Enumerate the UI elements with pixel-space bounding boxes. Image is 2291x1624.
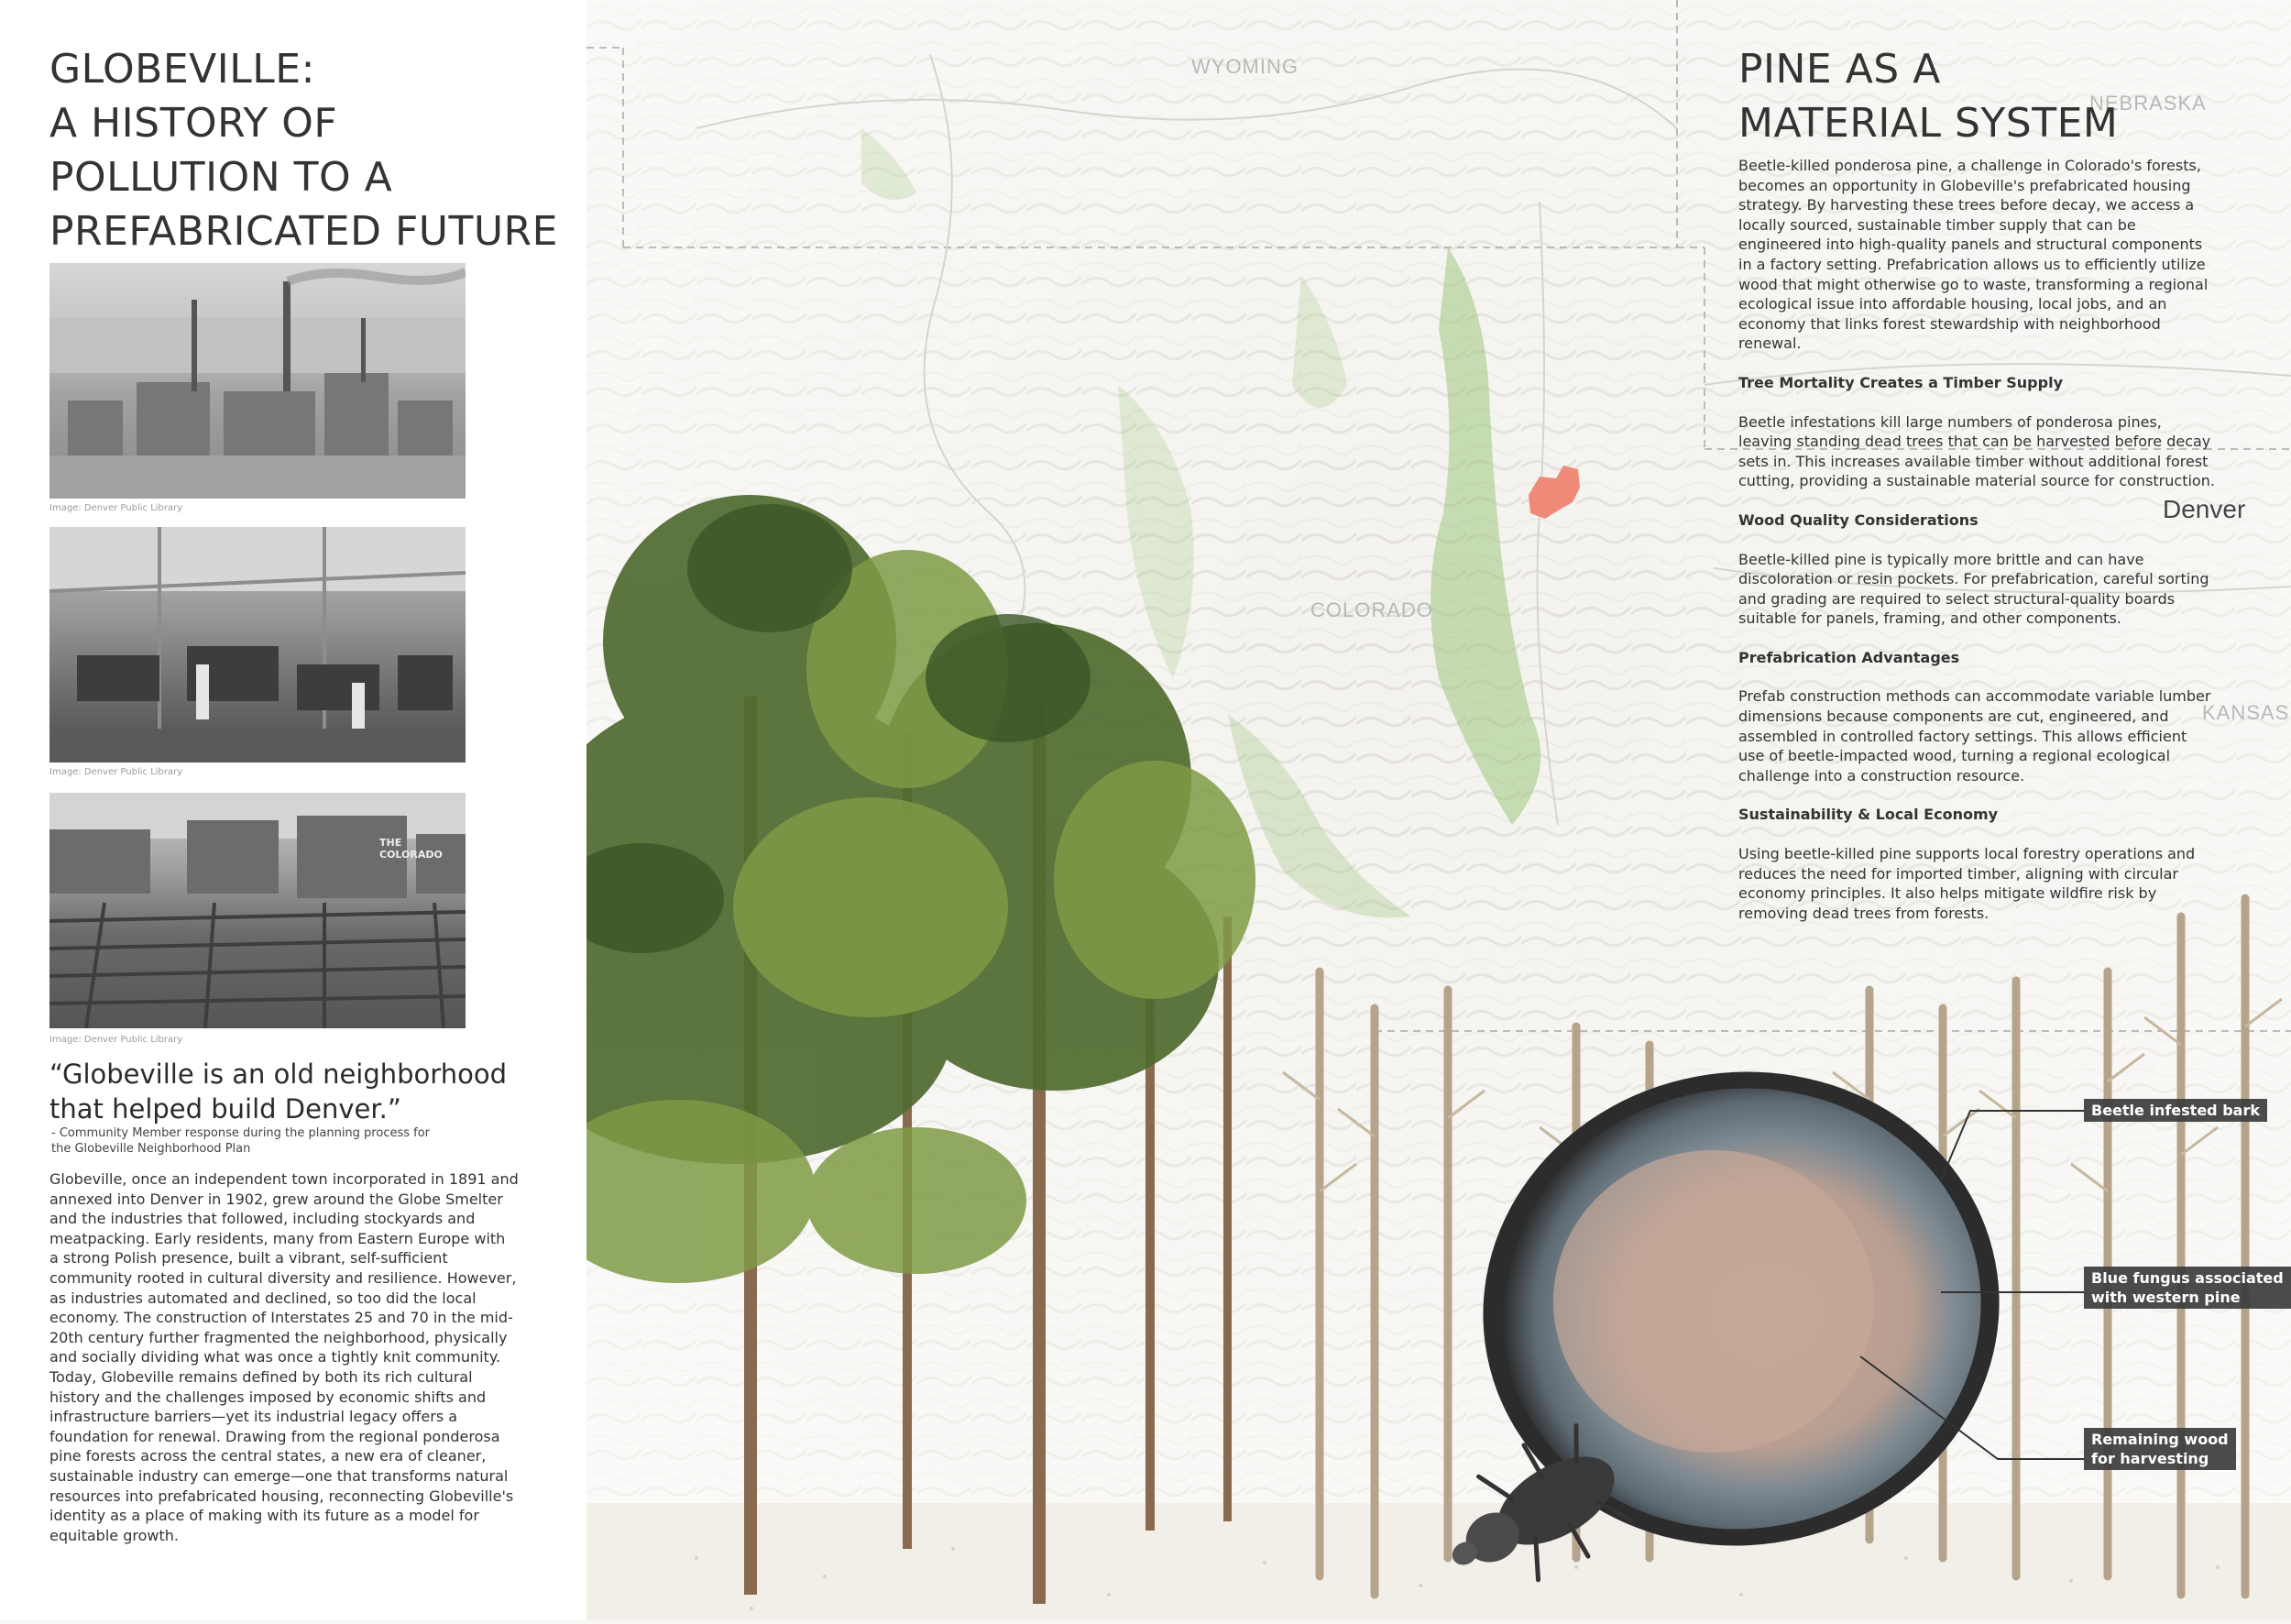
callout-blue-fungus (2084, 1267, 2291, 1309)
pine-material-text (1738, 156, 2215, 923)
page-title-line: GLOBEVILLE: (49, 46, 315, 93)
map-label-wyoming: WYOMING (1191, 55, 1299, 78)
map-label-nebraska: NEBRASKA (2089, 92, 2207, 115)
page-title-line: A HISTORY OF (49, 100, 338, 147)
callout-text: with western pine (2091, 1289, 2241, 1306)
building-sign-text: THE COLORADO (379, 837, 443, 861)
factory-workers-photo (49, 527, 466, 763)
globeville-history-text: Globeville, once an independent town incorporated in 1891 and annexed into Denver in 1902, grew around the Globe Smelter and the industries that followed, including stockyards and meatpacking. Early residents, many from Eastern Europe with a strong Polish presence, built a vibrant, self-sufficient community rooted in cultural diversity and resilience. However, as industries automated and declined, so too did the local economy. The construction of Interstates 25 and 70 in the mid-20th century further fragmented the neighborhood, physically and socially dividing what was once a tightly knit community. Today, Globeville remains defined by both its rich cultural history and the challenges imposed by economic shifts and infrastructure barriers—yet its industrial legacy offers a foundation for renewal. Drawing from the regional ponderosa pine forests across the central states, a new era of cleaner, sustainable industry can emerge—one that transforms natural resources into prefabricated housing, reconnecting Globeville's identity as a place of making with its future as a model for equitable growth. (49, 1170, 519, 1544)
callout-remaining-wood (2084, 1428, 2236, 1470)
subheading: Wood Quality Considerations (1738, 510, 1979, 529)
stockyards-photo (49, 793, 466, 1028)
subheading: Tree Mortality Creates a Timber Supply (1738, 373, 2063, 391)
callout-text: for harvesting (2091, 1450, 2209, 1467)
left-column (0, 0, 586, 1620)
section-title-line: MATERIAL SYSTEM (1738, 100, 2119, 147)
map-label-denver: Denver (2163, 495, 2246, 523)
intro-paragraph: Beetle-killed ponderosa pine, a challenge in Colorado's forests, becomes an opportunity in Globeville's prefabricated housing strategy. By harvesting these trees before decay, we access a locally sourced, sustainable timber supply that can be engineered into high-quality panels and structural components in a factory setting. Prefabrication allows us to efficiently utilize wood that might otherwise go to waste, transforming a regional ecological issue into affordable housing, local jobs, and an economy that links forest stewardship with neighborhood renewal. (1738, 157, 2209, 353)
callout-text: Beetle infested bark (2091, 1102, 2260, 1119)
photo-caption: Image: Denver Public Library (49, 503, 183, 513)
page-title (49, 42, 581, 258)
page-title-line: POLLUTION TO A (49, 154, 393, 201)
page-title-line: PREFABRICATED FUTURE (49, 208, 558, 255)
callout-beetle-bark (2084, 1099, 2267, 1122)
subheading: Prefabrication Advantages (1738, 648, 1960, 666)
industrial-smelter-engraving (49, 263, 466, 499)
section-paragraph: Beetle infestations kill large numbers of ponderosa pines, leaving standing dead trees that can be harvested before decay sets in. This increases available timber without additional forest cutting, providing a sustainable material source for construction. (1738, 412, 2215, 490)
photo-caption: Image: Denver Public Library (49, 767, 183, 777)
section-paragraph: Beetle-killed pine is typically more brittle and can have discoloration or resin pockets. For prefabrication, careful sorting and grading are required to select structural-quality boards suitable for panels, framing, and other components. (1738, 550, 2209, 628)
photo-caption: Image: Denver Public Library (49, 1035, 183, 1045)
quote-attribution: - Community Member response during the planning process for the Globeville Neighborhood Plan (51, 1126, 431, 1156)
section-title (1738, 42, 2252, 150)
section-title-line: PINE AS A (1738, 46, 1941, 93)
community-quote: “Globeville is an old neighborhood that helped build Denver.” (49, 1059, 507, 1125)
section-paragraph: Using beetle-killed pine supports local forestry operations and reduces the need for imported timber, aligning with circular economy principles. It also helps mitigate wildfire risk by removing dead trees from forests. (1738, 845, 2196, 922)
section-paragraph: Prefab construction methods can accommodate variable lumber dimensions because components are cut, engineered, and assembled in controlled factory settings. This allows efficient use of beetle-impacted wood, turning a regional ecological challenge into a construction resource. (1738, 687, 2211, 785)
subheading: Sustainability & Local Economy (1738, 806, 1999, 824)
callout-text: Remaining wood (2091, 1431, 2229, 1448)
callout-text: Blue fungus associated (2091, 1269, 2284, 1287)
map-label-colorado: COLORADO (1310, 598, 1433, 621)
map-label-kansas: KANSAS (2202, 701, 2290, 724)
